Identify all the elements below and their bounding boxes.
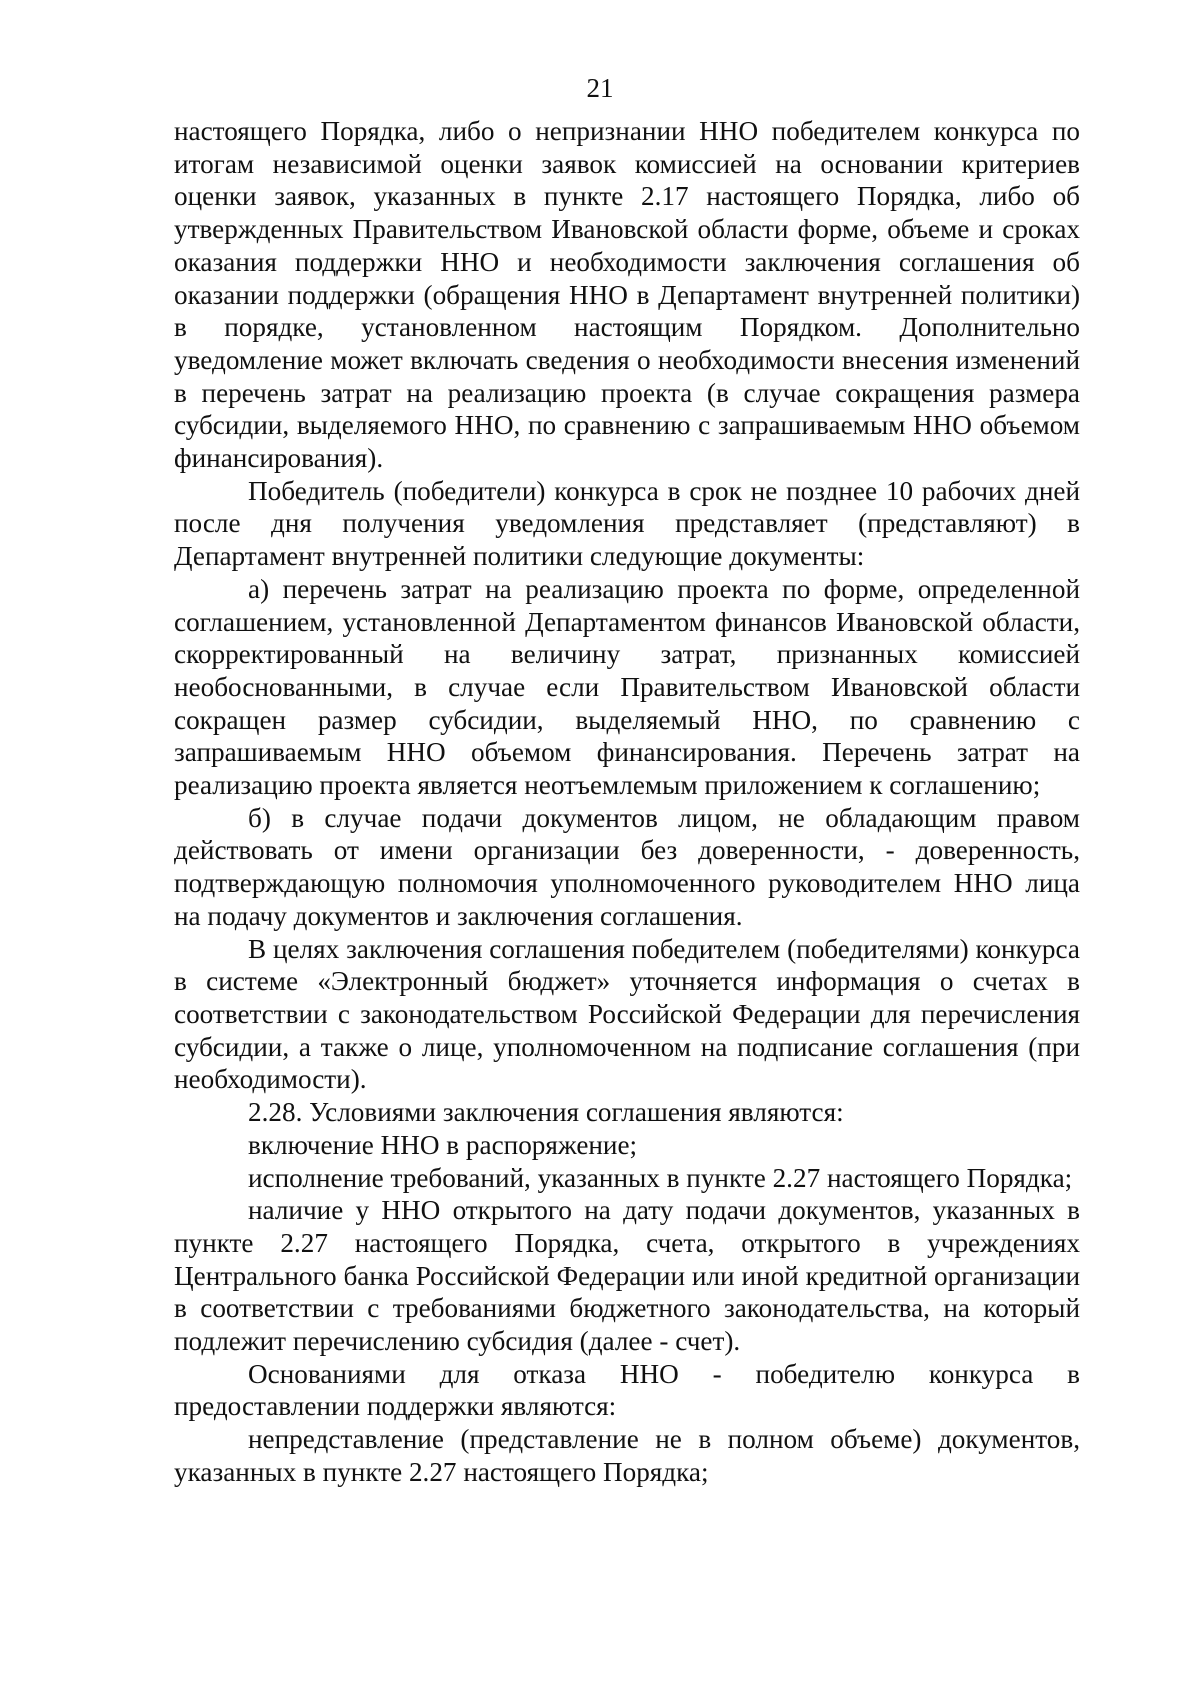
paragraph-electronic-budget: В целях заключения соглашения победителем (победителями) конкурса в системе «Электронный бюджет» уточняется информация о счетах в соответствии с законодательством Российской Федерации для перечисления субсидии, а также о лице, уполномоченном на подписание соглашения (при необходимости). [174, 933, 1080, 1095]
list-item-a: а) перечень затрат на реализацию проекта по форме, определенной соглашением, установленной Департаментом финансов Ивановской области, скорректированный на величину затрат, признанных комиссией необоснованными, в случае если Правительством Ивановской области сокращен размер субсидии, выделяемый ННО, по сравнению с запрашиваемым ННО объемом финансирования. Перечень затрат на реализацию проекта является неотъемлемым приложением к соглашению; [174, 573, 1080, 801]
page-number: 21 [586, 73, 614, 103]
condition-item: наличие у ННО открытого на дату подачи документов, указанных в пункте 2.27 настоящего Порядка, счета, открытого в учреждениях Центрального банка Российской Федерации или иной кредитной организации в соответствии с требованиями бюджетного законодательства, на который подлежит перечислению субсидия (далее - счет). [174, 1195, 1080, 1357]
refusal-item: непредставление (представление не в полном объеме) документов, указанных в пункте 2.27 настоящего Порядка; [174, 1424, 1080, 1487]
clause-2-28-heading: 2.28. Условиями заключения соглашения являются: [248, 1097, 844, 1128]
paragraph-continuation: настоящего Порядка, либо о непризнании ННО победителем конкурса по итогам независимой оценки заявок комиссией на основании критериев оценки заявок, указанных в пункте 2.17 настоящего Порядка, либо об утвержденных Правительством Ивановской области форме, объеме и сроках оказания поддержки ННО и необходимости заключения соглашения об оказании поддержки (обращения ННО в Департамент внутренней политики) в порядке, установленном настоящим Порядком. Дополнительно уведомление может включать сведения о необходимости внесения изменений в перечень затрат на реализацию проекта (в случае сокращения размера субсидии, выделяемого ННО, по сравнению с запрашиваемым ННО объемом финансирования). [174, 116, 1080, 474]
condition-item: исполнение требований, указанных в пункте 2.27 настоящего Порядка; [248, 1162, 1073, 1193]
document-body [174, 115, 1080, 1489]
paragraph-winner-documents: Победитель (победители) конкурса в срок не позднее 10 рабочих дней после дня получения уведомления представляет (представляют) в Департамент внутренней политики следующие документы: [174, 475, 1080, 572]
paragraph-refusal-grounds: Основаниями для отказа ННО - победителю конкурса в предоставлении поддержки являются: [174, 1358, 1080, 1422]
condition-item: включение ННО в распоряжение; [248, 1129, 638, 1160]
list-item-b: б) в случае подачи документов лицом, не обладающим правом действовать от имени организации без доверенности, - доверенность, подтверждающую полномочия уполномоченного руководителем ННО лица на подачу документов и заключения соглашения. [174, 802, 1080, 931]
